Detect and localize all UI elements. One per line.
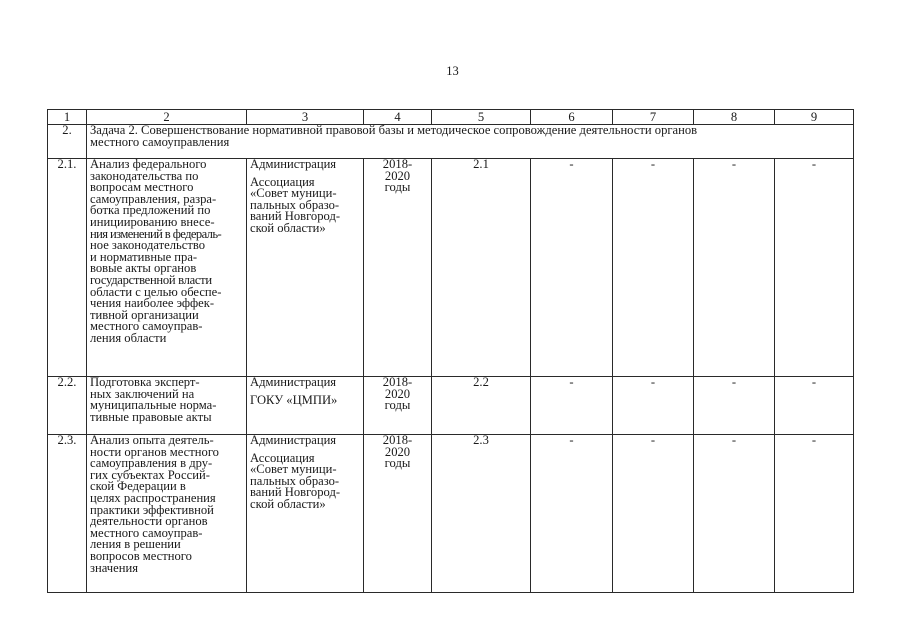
task-title bbox=[87, 125, 854, 159]
measure-name-line: местного самоуправ- bbox=[90, 319, 203, 334]
measure-name-line: практики эффективной bbox=[90, 502, 214, 517]
measure-name-line: вовые акты органов bbox=[90, 261, 197, 276]
executor-secondary-line: ваний Новгород- bbox=[250, 209, 341, 224]
term-line: 2020 bbox=[384, 168, 411, 183]
measure-name-line: области с целью обеспе- bbox=[90, 284, 222, 299]
header-cell: 5 bbox=[432, 110, 531, 125]
executors bbox=[247, 159, 364, 377]
source-cell: - bbox=[775, 159, 854, 377]
measure-name-line: местного самоуправ- bbox=[90, 525, 203, 540]
source-cell: - bbox=[531, 377, 613, 435]
header-cell: 9 bbox=[775, 110, 854, 125]
term-line: годы bbox=[384, 398, 411, 413]
term-line: 2018- bbox=[382, 158, 413, 171]
header-cell: 3 bbox=[247, 110, 364, 125]
indicator-ref: 2.3 bbox=[432, 435, 531, 593]
term-line: 2020 bbox=[384, 386, 411, 401]
table-row bbox=[48, 377, 854, 435]
measure-name-line: тивной организации bbox=[90, 307, 199, 322]
header-cell: 7 bbox=[613, 110, 694, 125]
term-line: годы bbox=[384, 180, 411, 195]
executor-secondary-line: пальных образо- bbox=[250, 197, 340, 212]
source-cell: - bbox=[531, 435, 613, 593]
term bbox=[364, 435, 432, 593]
executor-secondary-line: ской области» bbox=[250, 220, 326, 235]
row-number: 2.3. bbox=[48, 435, 87, 593]
measure-name-line: ния изменений в федераль- bbox=[90, 226, 222, 241]
source-cell: - bbox=[775, 377, 854, 435]
measure-name-line: целях распространения bbox=[90, 490, 216, 505]
header-cell: 6 bbox=[531, 110, 613, 125]
executors bbox=[247, 435, 364, 593]
page-number: 13 bbox=[446, 64, 459, 78]
header-cell: 2 bbox=[87, 110, 247, 125]
measure-name-line: ской Федерации в bbox=[90, 479, 186, 494]
source-cell: - bbox=[694, 435, 775, 593]
measure-name-line: Подготовка эксперт- bbox=[90, 376, 200, 389]
task-row bbox=[48, 125, 854, 159]
measure-name-line: ления в решении bbox=[90, 537, 181, 552]
column-number-row bbox=[48, 110, 854, 125]
header-cell: 4 bbox=[364, 110, 432, 125]
source-cell: - bbox=[775, 435, 854, 593]
executor-secondary-line: Ассоциация bbox=[250, 450, 315, 465]
executor-secondary-line: ской области» bbox=[250, 496, 326, 511]
header-cell: 8 bbox=[694, 110, 775, 125]
source-cell: - bbox=[613, 377, 694, 435]
term-line: годы bbox=[384, 456, 411, 471]
measure-name-line: инициированию внесе- bbox=[90, 214, 215, 229]
table-row bbox=[48, 159, 854, 377]
term bbox=[364, 159, 432, 377]
term-line: 2018- bbox=[382, 376, 413, 389]
task-title-line: Задача 2. Совершенствование нормативной правовой базы и методическое сопровождение деятельности органов bbox=[90, 124, 698, 137]
term bbox=[364, 377, 432, 435]
measure-name-line: Анализ федерального bbox=[90, 158, 207, 171]
measure-name bbox=[87, 377, 247, 435]
measure-name-line: ботка предложений по bbox=[90, 203, 211, 218]
source-cell: - bbox=[694, 159, 775, 377]
executors bbox=[247, 377, 364, 435]
measure-name-line: Анализ опыта деятель- bbox=[90, 434, 214, 447]
measure-name-line: ное законодательство bbox=[90, 238, 205, 253]
measure-name-line: вопросов местного bbox=[90, 548, 192, 563]
source-cell: - bbox=[613, 435, 694, 593]
executor-secondary-line: «Совет муници- bbox=[250, 186, 337, 201]
measure-name-line: самоуправления в дру- bbox=[90, 456, 213, 471]
measure-name-line: ных заключений на bbox=[90, 386, 195, 401]
measure-name-line: муниципальные норма- bbox=[90, 398, 217, 413]
row-number: 2.2. bbox=[48, 377, 87, 435]
measure-name-line: ности органов местного bbox=[90, 444, 219, 459]
term-line: 2018- bbox=[382, 434, 413, 447]
executor-secondary-line: Ассоциация bbox=[250, 174, 315, 189]
measure-name-line: гих субъектах Россий- bbox=[90, 467, 210, 482]
executor-secondary-line: ГОКУ «ЦМПИ» bbox=[250, 392, 338, 407]
measure-name bbox=[87, 159, 247, 377]
source-cell: - bbox=[694, 377, 775, 435]
table-row bbox=[48, 435, 854, 593]
executor-primary: Администрация bbox=[250, 434, 337, 447]
indicator-ref: 2.1 bbox=[432, 159, 531, 377]
executor-secondary-line: ваний Новгород- bbox=[250, 485, 341, 500]
measure-name-line: самоуправления, разра- bbox=[90, 191, 217, 206]
measure-name-line: ления области bbox=[90, 330, 167, 345]
task-number: 2. bbox=[48, 125, 87, 159]
measure-name-line: государственной власти bbox=[90, 272, 212, 287]
measure-name-line: вопросам местного bbox=[90, 180, 194, 195]
executor-secondary-line: «Совет муници- bbox=[250, 462, 337, 477]
measure-name-line: и нормативные пра- bbox=[90, 249, 198, 264]
source-cell: - bbox=[613, 159, 694, 377]
measure-name-line: деятельности органов bbox=[90, 514, 208, 529]
task-title-line: местного самоуправления bbox=[90, 134, 230, 149]
indicator-ref: 2.2 bbox=[432, 377, 531, 435]
measure-name-line: чения наиболее эффек- bbox=[90, 296, 215, 311]
measure-name bbox=[87, 435, 247, 593]
source-cell: - bbox=[531, 159, 613, 377]
measure-name-line: законодательства по bbox=[90, 168, 199, 183]
measure-name-line: тивные правовые акты bbox=[90, 409, 212, 424]
executor-primary: Администрация bbox=[250, 376, 337, 389]
term-line: 2020 bbox=[384, 444, 411, 459]
plan-table bbox=[47, 109, 854, 593]
executor-secondary-line: пальных образо- bbox=[250, 473, 340, 488]
executor-primary: Администрация bbox=[250, 158, 337, 171]
header-cell: 1 bbox=[48, 110, 87, 125]
row-number: 2.1. bbox=[48, 159, 87, 377]
measure-name-line: значения bbox=[90, 560, 138, 575]
